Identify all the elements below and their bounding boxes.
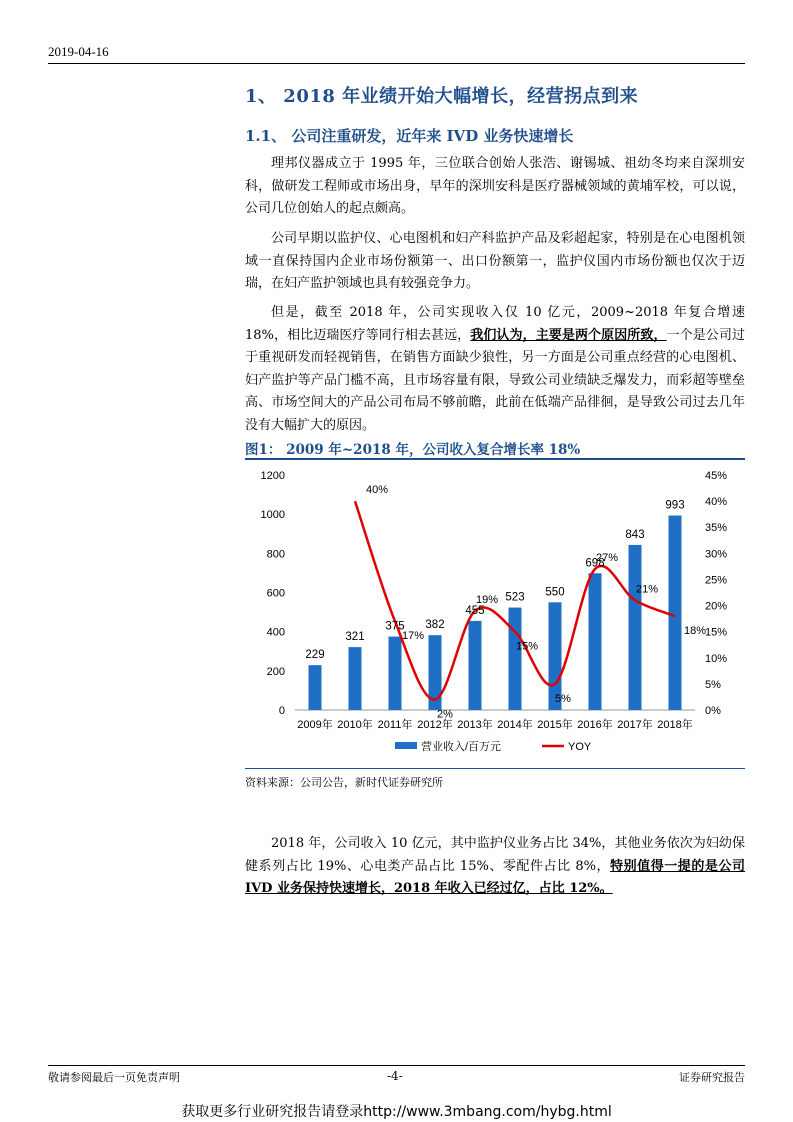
x-tick-label: 2012年 [417, 719, 453, 731]
y-right-tick-label: 45% [705, 470, 728, 482]
y-left-tick-label: 1000 [260, 509, 285, 522]
footer-rule [48, 1065, 745, 1066]
y-left-tick-label: 0 [278, 705, 285, 717]
bar-revenue [349, 647, 362, 710]
figure-source: 资料来源：公司公告，新时代证券研究所 [245, 776, 443, 789]
subsection-heading: 1.1、 公司注重研发，近年来 IVD 业务快速增长 [245, 127, 574, 145]
footer-disclaimer: 敬请参阅最后一页免责声明 [48, 1071, 180, 1084]
y-left-tick-label: 600 [266, 587, 285, 600]
bar-revenue [589, 573, 602, 710]
y-left-tick-label: 200 [266, 665, 285, 678]
y-right-tick-label: 30% [705, 548, 728, 561]
x-tick-label: 2014年 [497, 719, 533, 731]
yoy-value-label: 40% [365, 484, 389, 497]
yoy-value-label: 27% [595, 552, 619, 564]
bar-value-label: 382 [425, 619, 445, 632]
legend-bar-label: 营业收入/百万元 [421, 741, 502, 753]
paragraph-growth-text-a: 但是，截至 2018 年，公司实现收入仅 10 亿元，2009~2018 年复合增速 18%，相比迈瑞医疗等同行相去甚远， [245, 305, 745, 343]
bar-revenue [509, 608, 522, 710]
revenue-chart [245, 460, 745, 765]
x-tick-label: 2016年 [577, 719, 613, 731]
x-tick-label: 2018年 [657, 719, 693, 731]
chart-legend [395, 739, 592, 753]
bar-revenue [629, 545, 642, 710]
bar-revenue [669, 516, 682, 710]
bar-revenue [309, 665, 322, 710]
yoy-value-label: 21% [635, 583, 659, 596]
y-right-tick-label: 15% [705, 626, 728, 639]
y-left-tick-label: 400 [266, 626, 285, 639]
bar-value-label: 455 [465, 604, 485, 617]
yoy-value-label: 19% [475, 593, 499, 606]
y-left-tick-label: 800 [266, 548, 285, 561]
page-number: -4- [387, 1069, 403, 1083]
yoy-value-label: 17% [401, 630, 425, 643]
report-date: 2019-04-16 [48, 44, 109, 59]
paragraph-founders: 理邦仪器成立于 1995 年，三位联合创始人张浩、谢锡城、祖幼冬均来自深圳安科，做研发工程师或市场出身，早年的深圳安科是医疗器械领域的黄埔军校，可以说，公司几位创始人的起点颇高。 [245, 156, 745, 216]
x-tick-label: 2015年 [537, 719, 573, 731]
y-right-tick-label: 20% [705, 600, 728, 613]
paragraph-mix-emphasis: 特别值得一提的是公司 IVD 业务保持快速增长，2018 年收入已经过亿，占比 12%。 [245, 858, 745, 896]
bar-value-label: 523 [505, 591, 525, 604]
paragraph-growth-analysis [245, 302, 745, 437]
x-tick-label: 2013年 [457, 719, 493, 731]
y-right-tick-label: 5% [705, 678, 721, 691]
bar-revenue [469, 621, 482, 710]
legend-bar-swatch [395, 742, 417, 749]
y-right-tick-label: 40% [705, 496, 728, 509]
paragraph-growth-text-c: 一个是公司过于重视研发而轻视销售，在销售方面缺少狼性，另一方面是公司重点经营的心电图机、妇产监护等产品门槛不高，且市场容量有限，导致公司业绩缺乏爆发力，而彩超等壁垒高、市场空间大的产品公司布局不够前瞻，此前在低端产品徘徊，是导致公司过去几年没有大幅扩大的原因。 [245, 327, 745, 433]
bar-value-label: 229 [305, 649, 325, 662]
paragraph-growth-emphasis: 我们认为，主要是两个原因所致， [470, 327, 667, 343]
footer-report-type: 证券研究报告 [679, 1071, 745, 1084]
yoy-value-label: 2% [437, 708, 453, 721]
legend-line-label: YOY [568, 741, 592, 753]
y-right-tick-label: 0% [705, 705, 721, 717]
yoy-value-label: 5% [555, 692, 571, 705]
yoy-value-label: 18% [683, 625, 707, 637]
paragraph-history: 公司早期以监护仪、心电图机和妇产科监护产品及彩超起家，特别是在心电图机领域一直保持国内企业市场份额第一、出口份额第一，监护仪国内市场份额也仅次于迈瑞，在妇产监护领域也具有较强竞争力。 [245, 231, 745, 291]
y-right-tick-label: 35% [705, 522, 728, 535]
bar-value-label: 321 [345, 631, 365, 644]
paragraph-mix-text: 2018 年，公司收入 10 亿元，其中监护仪业务占比 34%，其他业务依次为妇幼保健系列占比 19%、心电类产品占比 15%、零配件占比 8%， [245, 836, 745, 874]
promo-link[interactable]: 获取更多行业研究报告请登录http://www.3mbang.com/hybg.html [181, 1104, 612, 1120]
figure-title: 图1： 2009 年~2018 年，公司收入复合增长率 18% [245, 442, 581, 458]
header-rule [48, 63, 745, 64]
bar-revenue [389, 637, 402, 710]
y-right-tick-label: 10% [705, 652, 728, 665]
y-left-tick-label: 1200 [260, 470, 285, 482]
yoy-value-label: 15% [515, 640, 539, 653]
data-labels [305, 484, 706, 720]
bar-value-label: 843 [625, 528, 645, 541]
figure-bottom-rule [245, 768, 745, 769]
bar-value-label: 375 [385, 620, 405, 633]
x-tick-label: 2011年 [377, 719, 413, 731]
section-heading: 1、 2018 年业绩开始大幅增长，经营拐点到来 [245, 86, 639, 107]
x-tick-label: 2009年 [297, 719, 333, 731]
bar-value-label: 993 [665, 499, 685, 512]
paragraph-business-mix [245, 833, 745, 901]
bar-value-label: 698 [585, 557, 605, 570]
y-right-tick-label: 25% [705, 574, 728, 587]
x-tick-label: 2017年 [617, 719, 653, 731]
bar-value-label: 550 [545, 586, 565, 599]
x-tick-label: 2010年 [337, 719, 373, 731]
